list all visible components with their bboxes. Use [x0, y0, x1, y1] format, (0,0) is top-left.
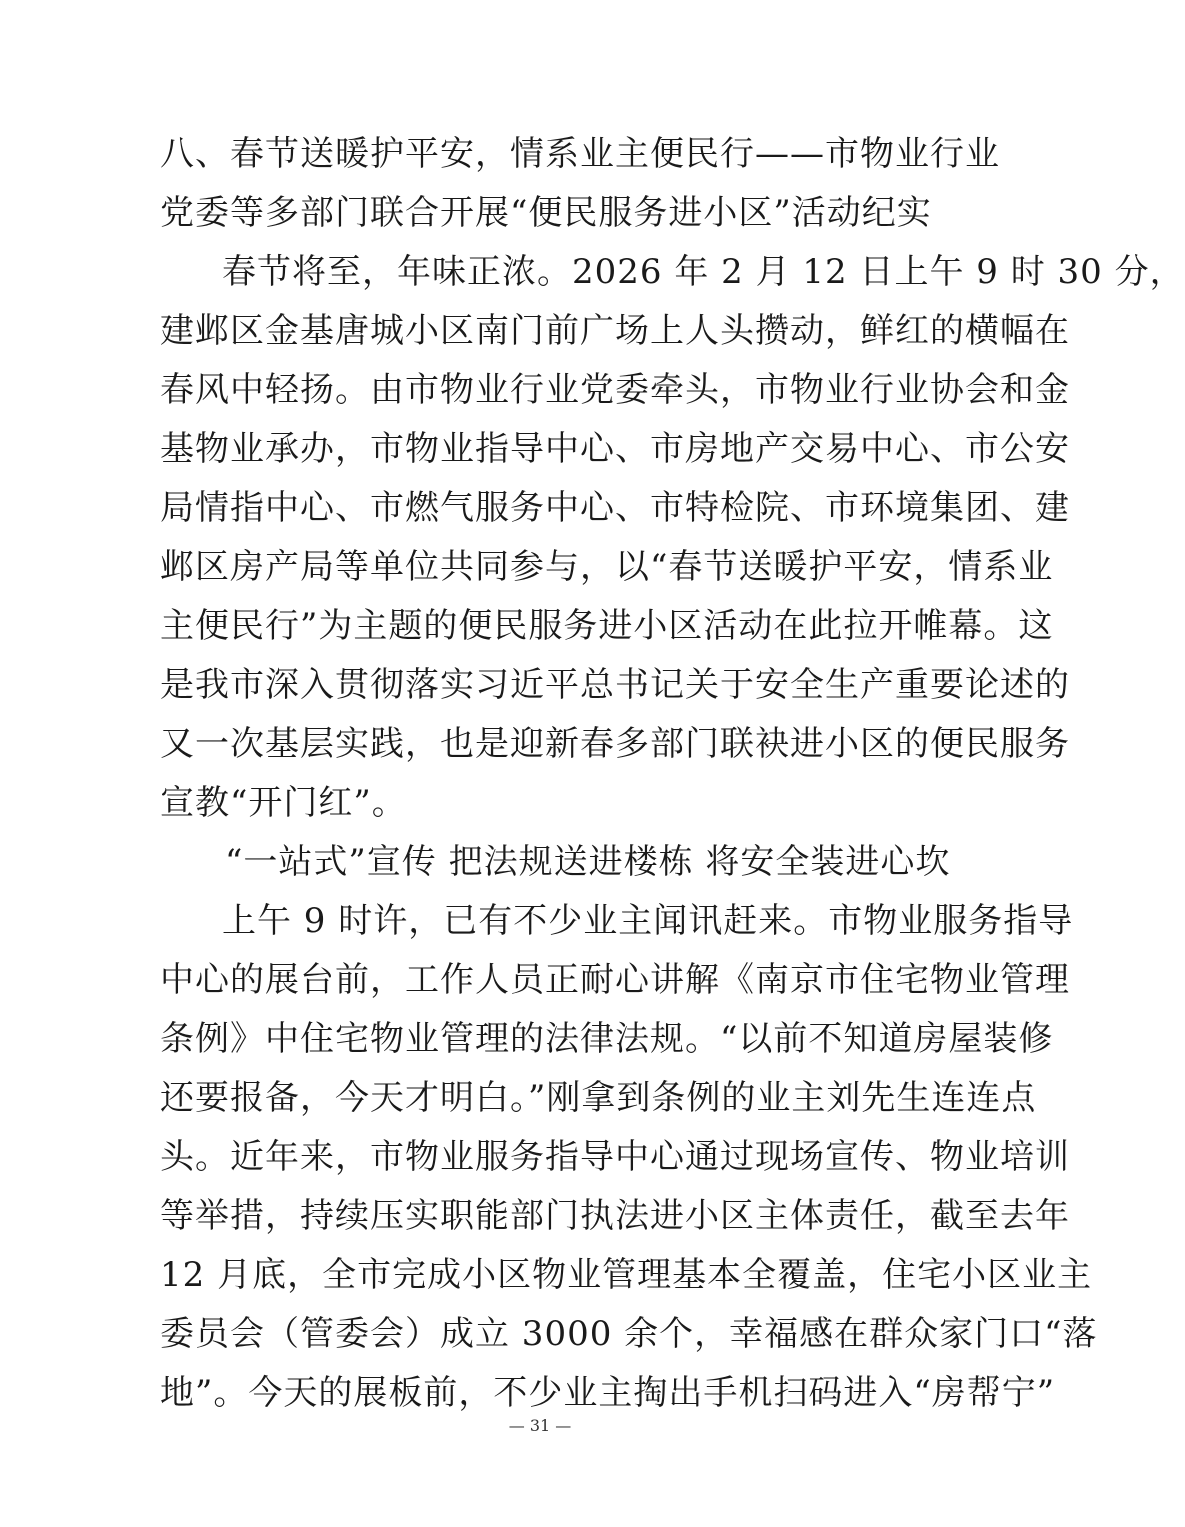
paragraph-1-line-5: 局情指中心、市燃气服务中心、市特检院、市环境集团、建 [160, 488, 1070, 528]
paragraph-2-line-2: 中心的展台前，工作人员正耐心讲解《南京市住宅物业管理 [160, 960, 1070, 1000]
section-subheading: “一站式”宣传 把法规送进楼栋 将安全装进心坎 [225, 842, 951, 882]
title-line-2: 党委等多部门联合开展“便民服务进小区”活动纪实 [160, 193, 932, 233]
paragraph-2-line-3: 条例》中住宅物业管理的法律法规。“以前不知道房屋装修 [160, 1019, 1054, 1059]
paragraph-1-line-4: 基物业承办，市物业指导中心、市房地产交易中心、市公安 [160, 429, 1070, 469]
paragraph-1-line-8: 是我市深入贯彻落实习近平总书记关于安全生产重要论述的 [160, 665, 1070, 705]
paragraph-2-line-8: 委员会（管委会）成立 3000 余个，幸福感在群众家门口“落 [160, 1314, 1098, 1354]
paragraph-2-line-6: 等举措，持续压实职能部门执法进小区主体责任，截至去年 [160, 1196, 1070, 1236]
paragraph-1-line-3: 春风中轻扬。由市物业行业党委牵头，市物业行业协会和金 [160, 370, 1070, 410]
paragraph-1-line-1: 春节将至，年味正浓。2026 年 2 月 12 日上午 9 时 30 分， [222, 252, 1185, 292]
paragraph-1-line-2: 建邺区金基唐城小区南门前广场上人头攒动，鲜红的横幅在 [160, 311, 1070, 351]
paragraph-1-line-9: 又一次基层实践，也是迎新春多部门联袂进小区的便民服务 [160, 724, 1070, 764]
paragraph-1-line-7: 主便民行”为主题的便民服务进小区活动在此拉开帷幕。这 [160, 606, 1054, 646]
paragraph-1-line-10: 宣教“开门红”。 [160, 783, 407, 823]
paragraph-2-line-1: 上午 9 时许，已有不少业主闻讯赶来。市物业服务指导 [222, 901, 1074, 941]
title-line-1: 八、春节送暖护平安，情系业主便民行——市物业行业 [160, 134, 1000, 174]
paragraph-2-line-5: 头。近年来，市物业服务指导中心通过现场宣传、物业培训 [160, 1137, 1070, 1177]
page-number: — 31 — [508, 1416, 572, 1435]
paragraph-2-line-9: 地”。今天的展板前，不少业主掏出手机扫码进入“房帮宁” [160, 1373, 1056, 1413]
paragraph-1-line-6: 邺区房产局等单位共同参与，以“春节送暖护平安，情系业 [160, 547, 1054, 587]
paragraph-2-line-4: 还要报备，今天才明白。”刚拿到条例的业主刘先生连连点 [160, 1078, 1037, 1118]
paragraph-2-line-7: 12 月底，全市完成小区物业管理基本全覆盖，住宅小区业主 [160, 1255, 1093, 1295]
